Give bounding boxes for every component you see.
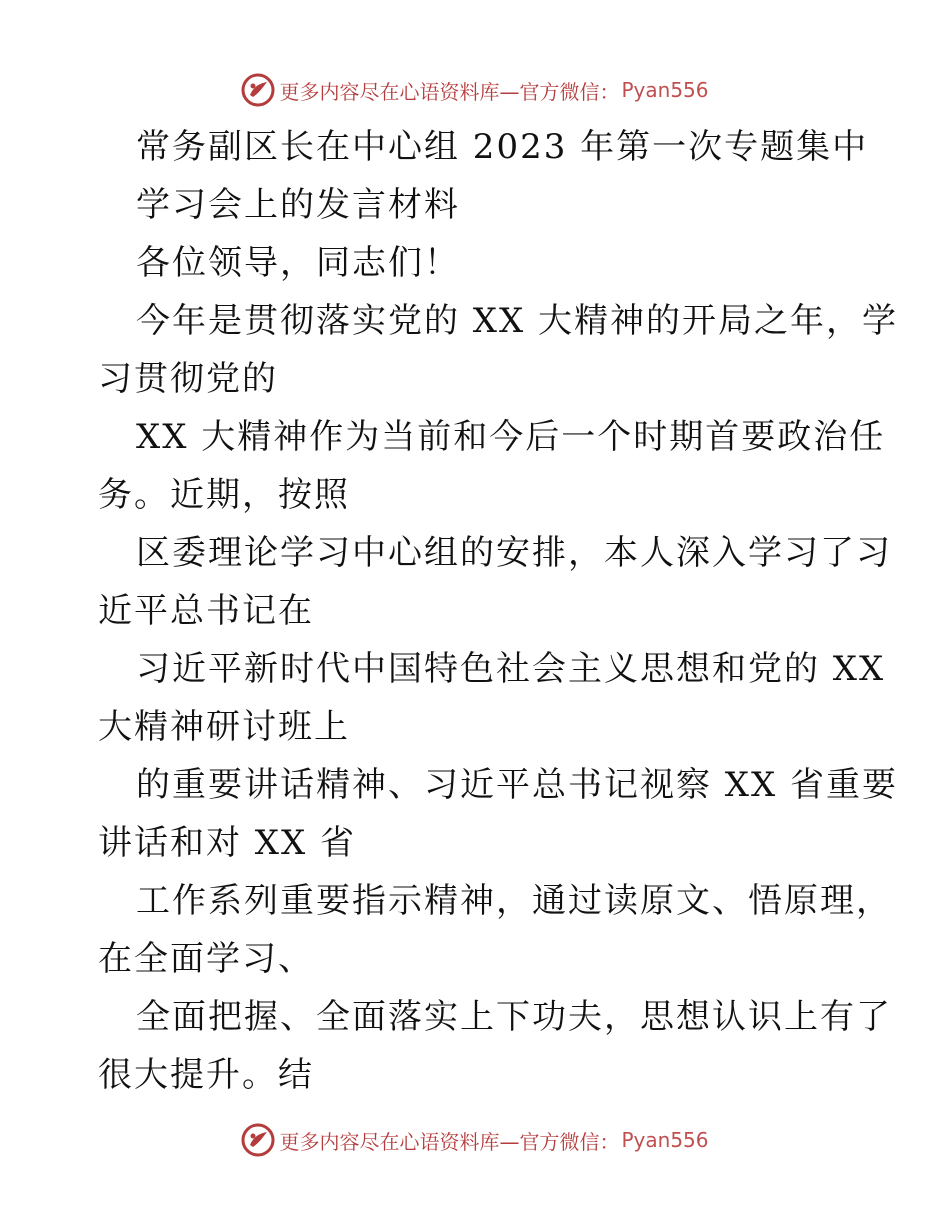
paragraph-line: 今年是贯彻落实党的 XX 大精神的开局之年，学	[136, 301, 899, 341]
watermark-contact: Pyan556	[621, 1128, 709, 1152]
seal-logo-icon	[241, 1123, 275, 1157]
paragraph-line: 近平总书记在	[98, 591, 314, 631]
header-watermark	[0, 70, 950, 110]
paragraph-line: 的重要讲话精神、习近平总书记视察 XX 省重要	[136, 765, 899, 805]
paragraph-line: 习近平新时代中国特色社会主义思想和党的 XX	[136, 649, 886, 689]
title-line-2: 学习会上的发言材料	[136, 185, 460, 225]
watermark-text: 更多内容尽在心语资料库—官方微信：	[279, 79, 620, 104]
paragraph-line: 工作系列重要指示精神，通过读原文、悟原理，	[136, 881, 892, 921]
salutation: 各位领导，同志们！	[136, 243, 460, 283]
paragraph-line: 在全面学习、	[98, 939, 314, 979]
paragraph-line: 大精神研讨班上	[98, 707, 350, 747]
paragraph-line: 务。近期，按照	[98, 475, 350, 515]
title-line-1: 常务副区长在中心组 2023 年第一次专题集中	[136, 127, 869, 167]
footer-watermark	[0, 1120, 950, 1160]
paragraph-line: XX 大精神作为当前和今后一个时期首要政治任	[136, 417, 886, 457]
seal-logo-icon	[241, 73, 275, 107]
paragraph-line: 讲话和对 XX 省	[98, 823, 357, 863]
paragraph-line: 习贯彻党的	[98, 359, 278, 399]
paragraph-line: 全面把握、全面落实上下功夫，思想认识上有了	[136, 997, 892, 1037]
watermark-contact: Pyan556	[621, 78, 709, 102]
document-body	[98, 118, 899, 1104]
paragraph-line: 很大提升。结	[98, 1055, 314, 1095]
paragraph-line: 区委理论学习中心组的安排，本人深入学习了习	[136, 533, 892, 573]
watermark-text: 更多内容尽在心语资料库—官方微信：	[279, 1129, 620, 1154]
